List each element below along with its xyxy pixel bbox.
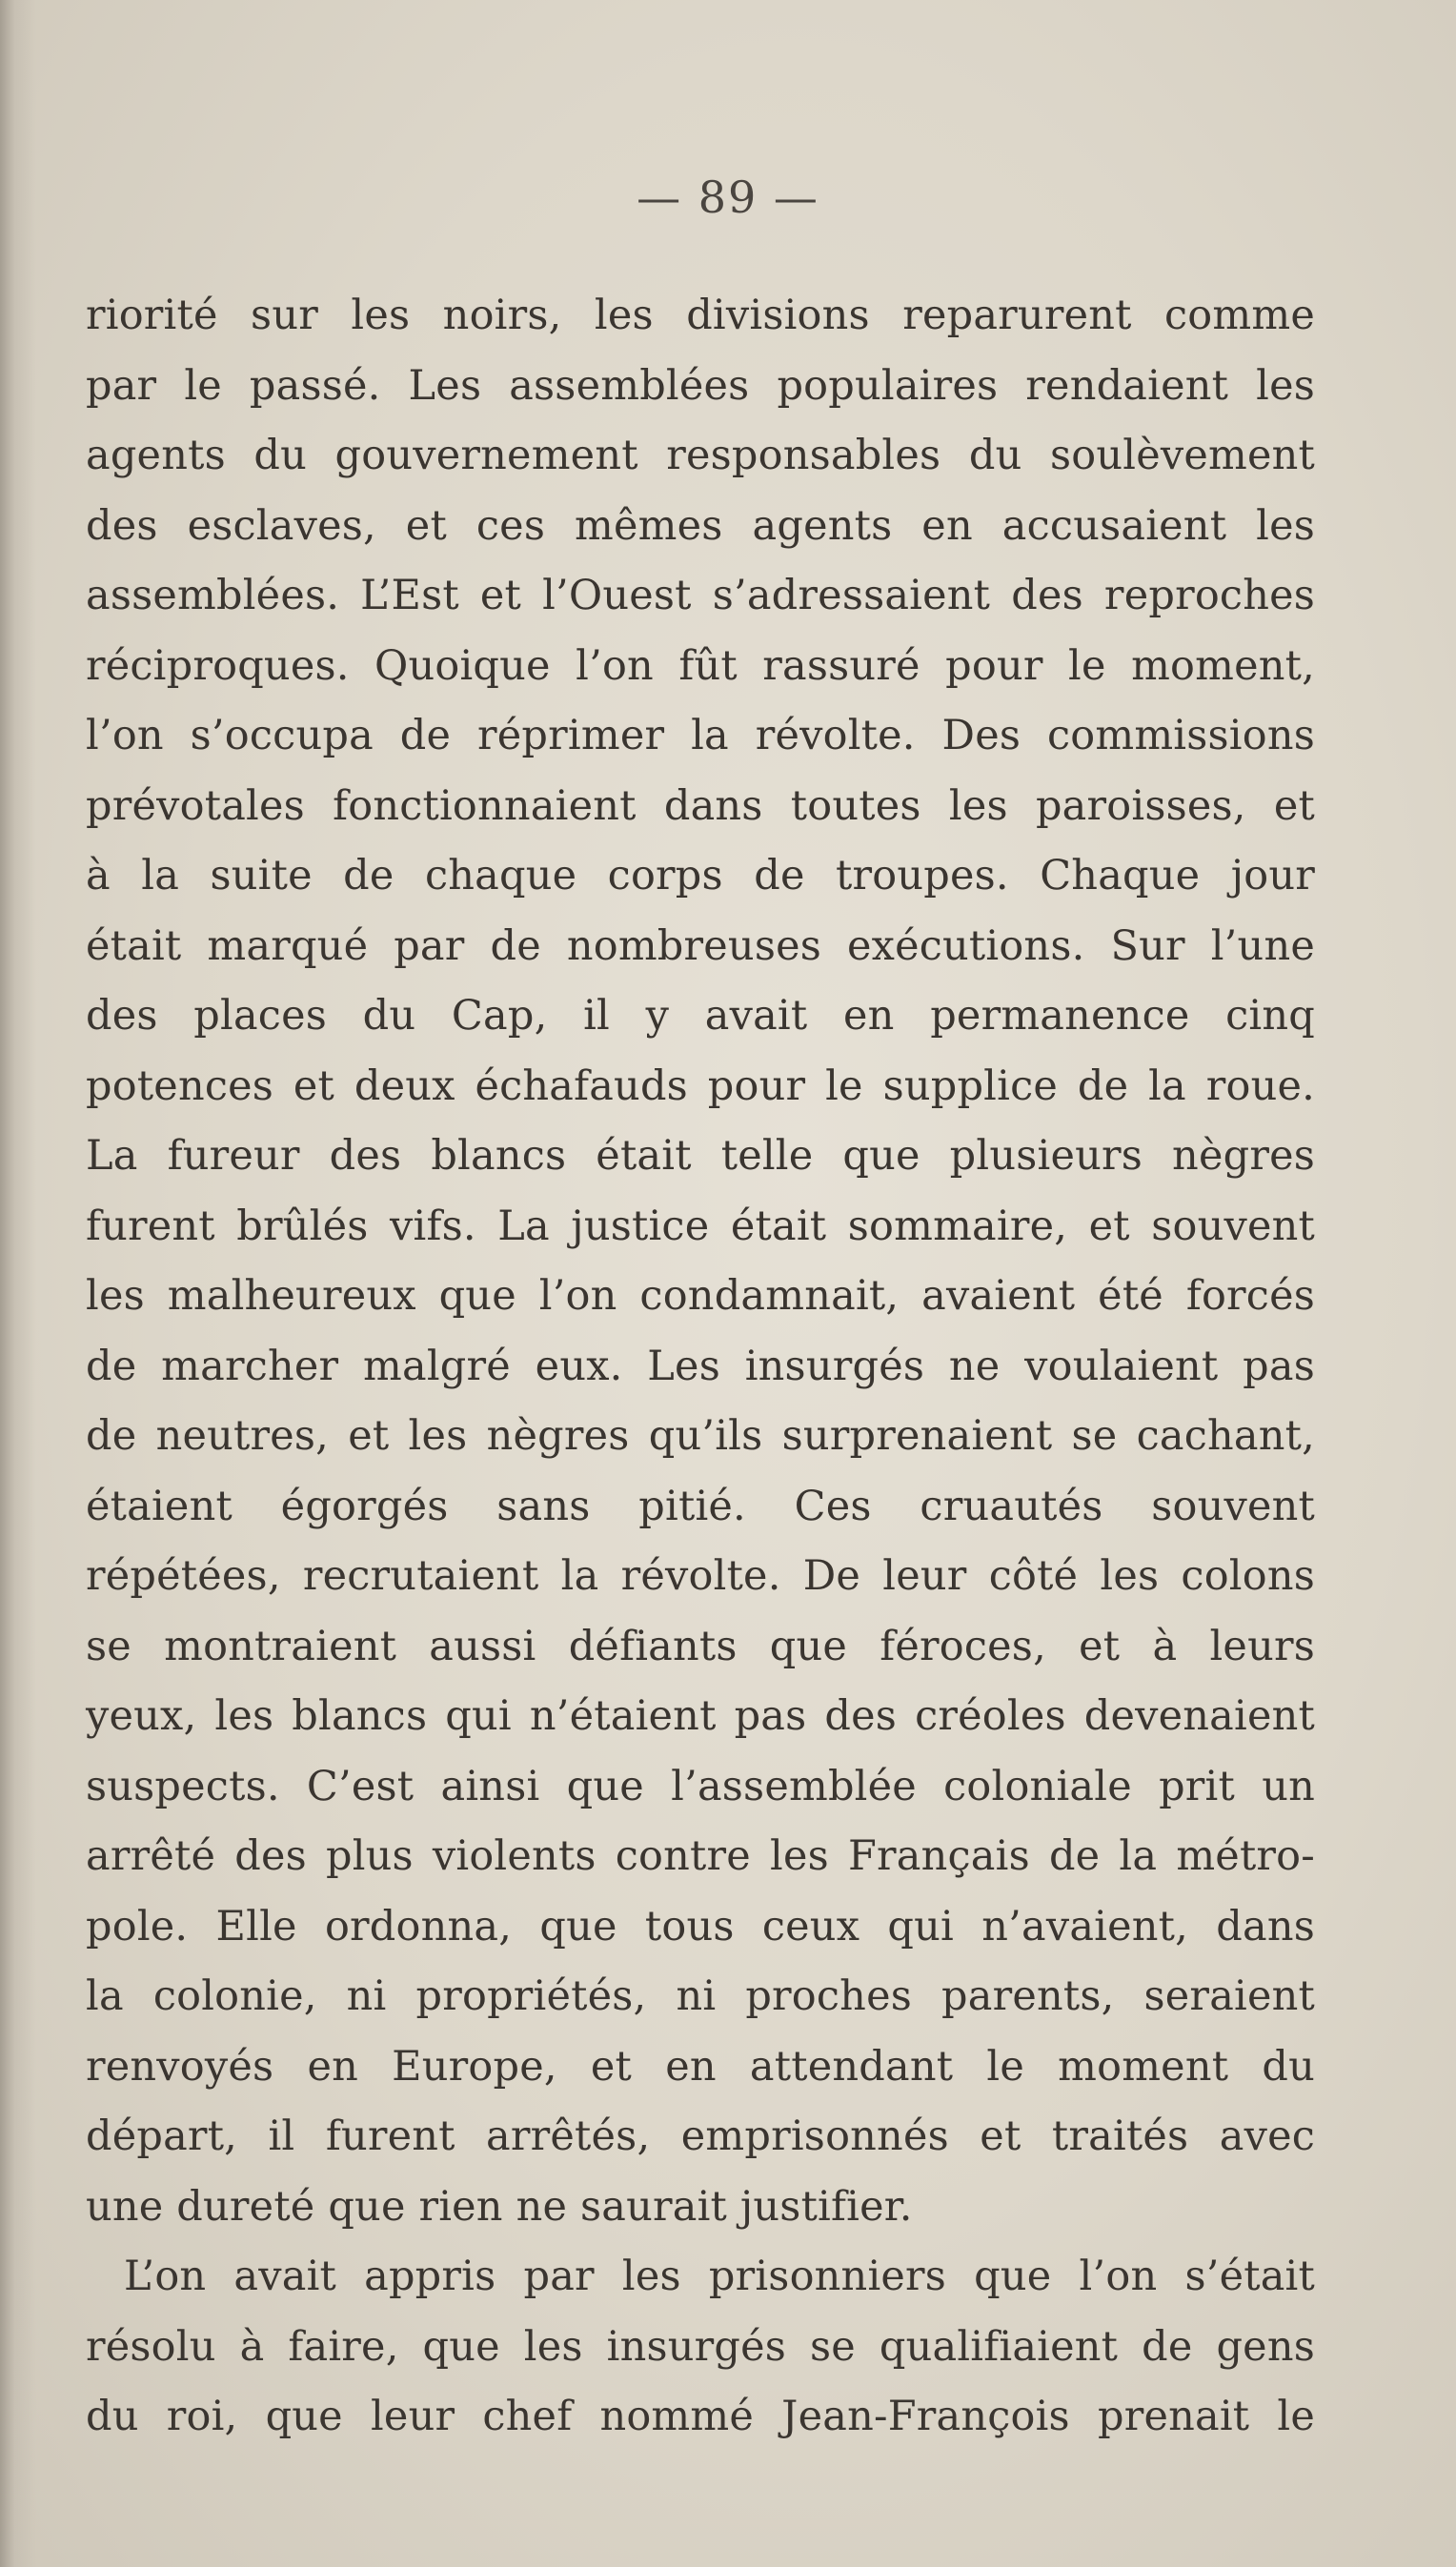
text-line: une dureté que rien ne saurait justifier.	[86, 2182, 913, 2231]
text-line: résolu à faire, que les insurgés se qualifiaient de gens	[86, 2322, 1315, 2371]
text-line: la colonie, ni propriétés, ni proches parents, seraient	[86, 1972, 1315, 2020]
text-line: assemblées. L’Est et l’Ouest s’adressaient des reproches	[86, 572, 1315, 619]
text-line: départ, il furent arrêtés, emprisonnés et traités avec	[86, 2112, 1315, 2160]
text-line: agents du gouvernement responsables du soulèvement	[86, 432, 1315, 479]
text-line: à la suite de chaque corps de troupes. Chaque jour	[86, 852, 1315, 899]
text-line: yeux, les blancs qui n’étaient pas des créoles devenaient	[86, 1692, 1315, 1740]
text-line: de neutres, et les nègres qu’ils surprenaient se cachant,	[86, 1412, 1315, 1460]
text-line: par le passé. Les assemblées populaires rendaient les	[86, 361, 1315, 410]
text-line: renvoyés en Europe, et en attendant le moment du	[86, 2042, 1315, 2091]
text-line: réciproques. Quoique l’on fût rassuré pour le moment,	[86, 641, 1315, 690]
text-line: les malheureux que l’on condamnait, avaient été forcés	[86, 1272, 1315, 1320]
text-line: du roi, que leur chef nommé Jean-François prenait le	[86, 2393, 1315, 2440]
page-gutter-shadow	[0, 0, 36, 2567]
text-line: L’on avait appris par les prisonniers que l’on s’était	[124, 2253, 1315, 2300]
text-line: des places du Cap, il y avait en permanence cinq	[86, 992, 1315, 1040]
text-line: pole. Elle ordonna, que tous ceux qui n’avaient, dans	[86, 1902, 1315, 1951]
text-line: répétées, recrutaient la révolte. De leur côté les colons	[86, 1552, 1315, 1600]
text-line: potences et deux échafauds pour le supplice de la roue.	[86, 1061, 1315, 1110]
text-line: était marqué par de nombreuses exécutions. Sur l’une	[86, 921, 1315, 970]
body-text	[86, 281, 1315, 2453]
text-line: prévotales fonctionnaient dans toutes les paroisses, et	[86, 781, 1315, 830]
text-line: se montraient aussi défiants que féroces, et à leurs	[86, 1622, 1315, 1670]
text-line: des esclaves, et ces mêmes agents en accusaient les	[86, 501, 1315, 550]
text-line: furent brûlés vifs. La justice était sommaire, et souvent	[86, 1202, 1315, 1250]
text-line: de marcher malgré eux. Les insurgés ne voulaient pas	[86, 1342, 1315, 1390]
text-line: arrêté des plus violents contre les Français de la métro-	[86, 1832, 1315, 1880]
text-line: l’on s’occupa de réprimer la révolte. Des commissions	[86, 712, 1315, 759]
text-line: La fureur des blancs était telle que plusieurs nègres	[86, 1132, 1315, 1180]
page-number: — 89 —	[637, 172, 819, 223]
text-line: étaient égorgés sans pitié. Ces cruautés souvent	[86, 1482, 1315, 1530]
text-line: suspects. C’est ainsi que l’assemblée coloniale prit un	[86, 1762, 1315, 1810]
text-line: riorité sur les noirs, les divisions reparurent comme	[86, 292, 1315, 339]
